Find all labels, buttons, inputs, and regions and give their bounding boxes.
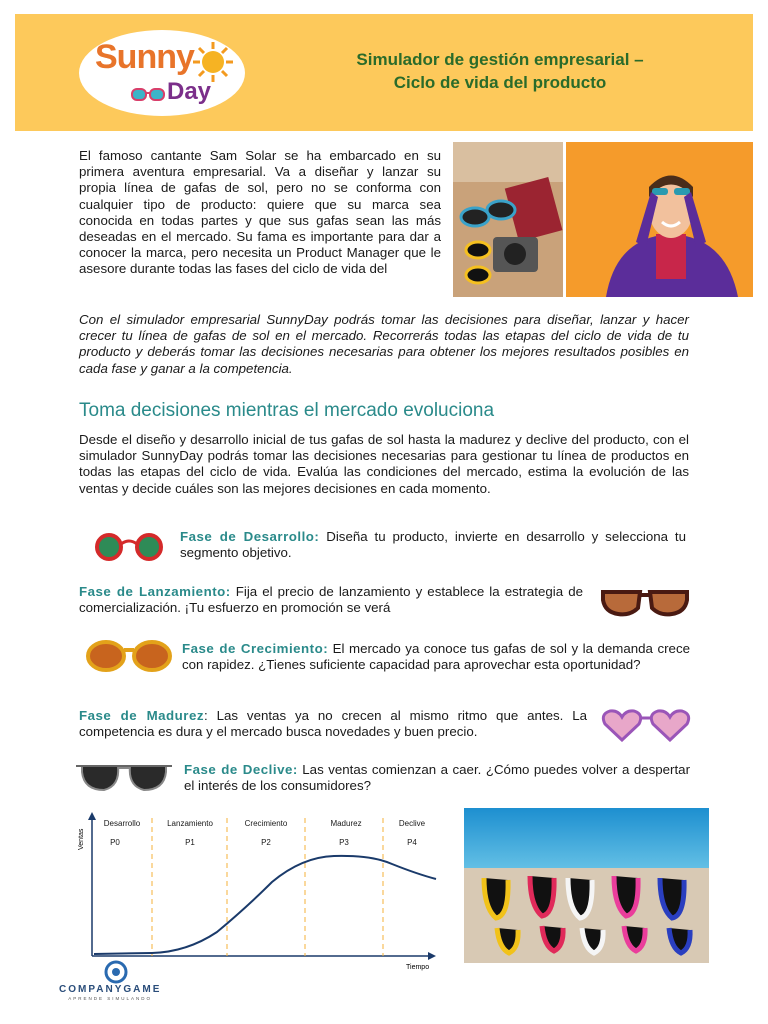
header-banner (15, 14, 753, 131)
stage-name-lanzamiento: Lanzamiento (167, 819, 213, 828)
company-name: COMPANYGAME APRENDE SIMULANDO (59, 984, 162, 1001)
stage-name-crecimiento: Crecimiento (244, 819, 288, 828)
phase-madurez: Fase de Madurez: Las ventas ya no crecen al mismo ritmo que antes. La competencia es dura y el mercado busca novedades y buen precio. (79, 708, 588, 740)
companygame-logo-icon (102, 960, 130, 984)
section-paragraph: Desde el diseño y desarrollo inicial de tus gafas de sol hasta la madurez y declive del producto, con el simulador SunnyDay podrás tomar las decisiones necesarias para gestionar tu línea de productos en todas las etapas del ciclo de vida. Evalúa las condiciones del mercado, estima la evolución de las ventas y decide cuáles son las mejores decisiones en cada momento. (79, 432, 689, 496)
tortoise-glasses-icon (84, 638, 174, 674)
phase-lanzamiento: Fase de Lanzamiento: Fija el precio de lanzamiento y establece la estrategia de comercialización. ¡Tu esfuerzo en promoción se verá (79, 584, 583, 616)
red-round-glasses-icon (90, 532, 168, 562)
x-axis-arrow (428, 952, 436, 960)
stage-name-desarrollo: Desarrollo (103, 819, 141, 828)
lifecycle-chart (72, 812, 444, 977)
brown-wayfarer-glasses-icon (600, 586, 690, 618)
sunglasses-logo-icon (131, 86, 165, 104)
phase-declive: Fase de Declive: Las ventas comienzan a caer. ¿Cómo puedes volver a despertar el interés de los consumidores? (184, 762, 690, 794)
y-axis-arrow (88, 812, 96, 820)
stage-name-madurez: Madurez (330, 819, 362, 828)
page-title: Simulador de gestión empresarial – Ciclo de vida del producto (356, 50, 644, 92)
stage-code-p3: P3 (339, 838, 349, 847)
intro-paragraph: El famoso cantante Sam Solar se ha embarcado en su primera aventura empresarial. Va a diseñar y lanzar su propia línea de gafas de sol, pero no se conforma con cualquier tipo de producto: quiere que su marca sea conocida en todas partes y que sus gafas sean las más deseadas en el mercado. Su fama es importante para dar a conocer la marca, pero necesita un Product Manager que le asesore durante todas las fases del ciclo de vida del (79, 148, 441, 277)
phase-crecimiento: Fase de Crecimiento: El mercado ya conoce tus gafas de sol y la demanda crece con rapidez. ¿Tienes suficiente capacidad para aprovechar esta oportunidad? (182, 641, 690, 673)
chart-ylabel: Ventas (78, 828, 85, 850)
logo-day-text: Day (167, 78, 212, 105)
sales-curve (94, 856, 436, 954)
stage-code-p4: P4 (407, 838, 417, 847)
stage-code-p0: P0 (110, 838, 120, 847)
stage-code-p2: P2 (261, 838, 271, 847)
phase-desarrollo: Fase de Desarrollo: Diseña tu producto, invierte en desarrollo y selecciona tu segmento objetivo. (180, 529, 687, 561)
logo-sunny-text: Sunny (95, 38, 194, 76)
man-photo (566, 142, 753, 297)
stage-code-p1: P1 (185, 838, 195, 847)
aviator-glasses-icon (76, 760, 172, 794)
stage-name-declive: Declive (398, 819, 426, 828)
section-heading: Toma decisiones mientras el mercado evoluciona (79, 400, 495, 421)
pool-sunglasses-photo (464, 808, 709, 963)
sunnyday-logo (79, 30, 245, 116)
table-photo (453, 142, 563, 297)
simulator-description: Con el simulador empresarial SunnyDay podrás tomar las decisiones para diseñar, lanzar y hacer crecer tu línea de gafas de sol en el mercado. Recorrerás todas las etapas del ciclo de vida de tu producto y deberás tomar las decisiones necesarias para obtener los mejores resultados posibles en cada fase y ganar a la competencia. (79, 312, 689, 376)
heart-glasses-icon (600, 708, 692, 742)
chart-xlabel: Tiempo (406, 964, 430, 971)
